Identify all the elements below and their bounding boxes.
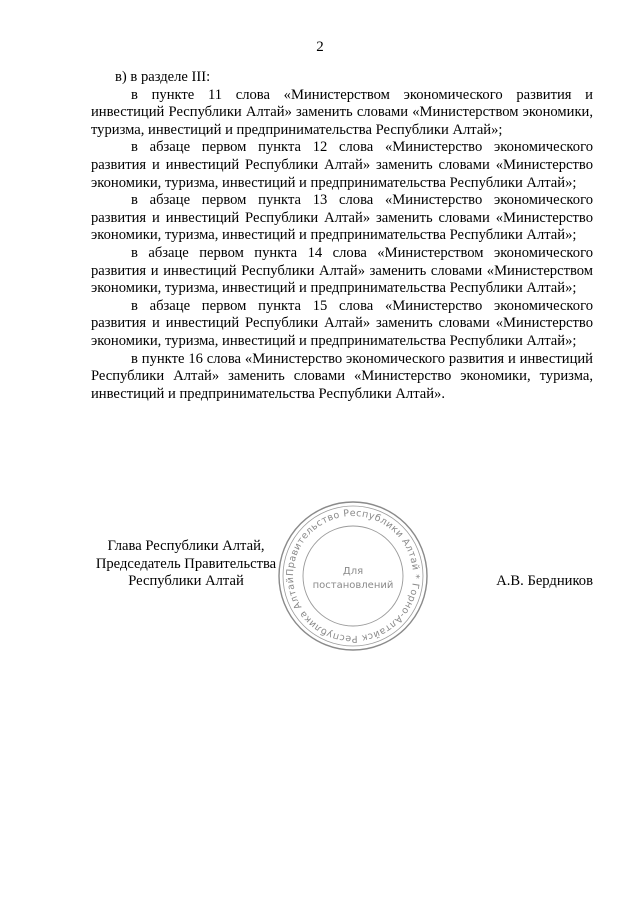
paragraph-item-12: в абзаце первом пункта 12 слова «Министерство экономического развития и инвестиций Республики Алтай» заменить словами «Министерство экономики, туризма, инвестиций и предпринимательства Республики Алтай»; (91, 139, 593, 191)
signatory-title-line-3: Республики Алтай (128, 573, 244, 590)
page-number: 2 (316, 39, 324, 55)
paragraph-item-11: в пункте 11 слова «Министерством экономического развития и инвестиций Республики Алтай» заменить словами «Министерством экономики, туризма, инвестиций и предпринимательства Республики Алтай»; (91, 86, 593, 138)
paragraph-item-15: в абзаце первом пункта 15 слова «Министерство экономического развития и инвестиций Республики Алтай» заменить словами «Министерство экономики, туризма, инвестиций и предпринимательства Республики Алтай»; (91, 297, 593, 349)
signatory-title (91, 538, 281, 591)
seal-center-line-1: Для (342, 566, 364, 577)
paragraph-section-heading: в) в разделе III: (115, 69, 211, 85)
signatory-title-line-1: Глава Республики Алтай, (107, 538, 265, 554)
document-body (91, 69, 593, 403)
signatory-title-line-2: Председатель Правительства (95, 555, 277, 572)
signatory-name: А.В. Бердников (496, 573, 593, 589)
paragraph-item-16: в пункте 16 слова «Министерство экономического развития и инвестиций Республики Алтай» заменить словами «Министерство экономики, туризма, инвестиций и предпринимательства Республики Алтай». (91, 350, 593, 402)
seal-outer-text: Правительство Республики Алтай * Горно-Алтайск Республика Алтай (284, 507, 422, 645)
paragraph-item-13: в абзаце первом пункта 13 слова «Министерство экономического развития и инвестиций Республики Алтай» заменить словами «Министерство экономики, туризма, инвестиций и предпринимательства Республики Алтай»; (91, 192, 593, 244)
paragraph-item-14: в абзаце первом пункта 14 слова «Министерством экономического развития и инвестиций Республики Алтай» заменить словами «Министерством экономики, туризма, инвестиций и предпринимательства Республики Алтай»; (91, 244, 593, 297)
official-seal-stamp (275, 498, 431, 654)
seal-center-line-2: постановлений (312, 580, 394, 591)
